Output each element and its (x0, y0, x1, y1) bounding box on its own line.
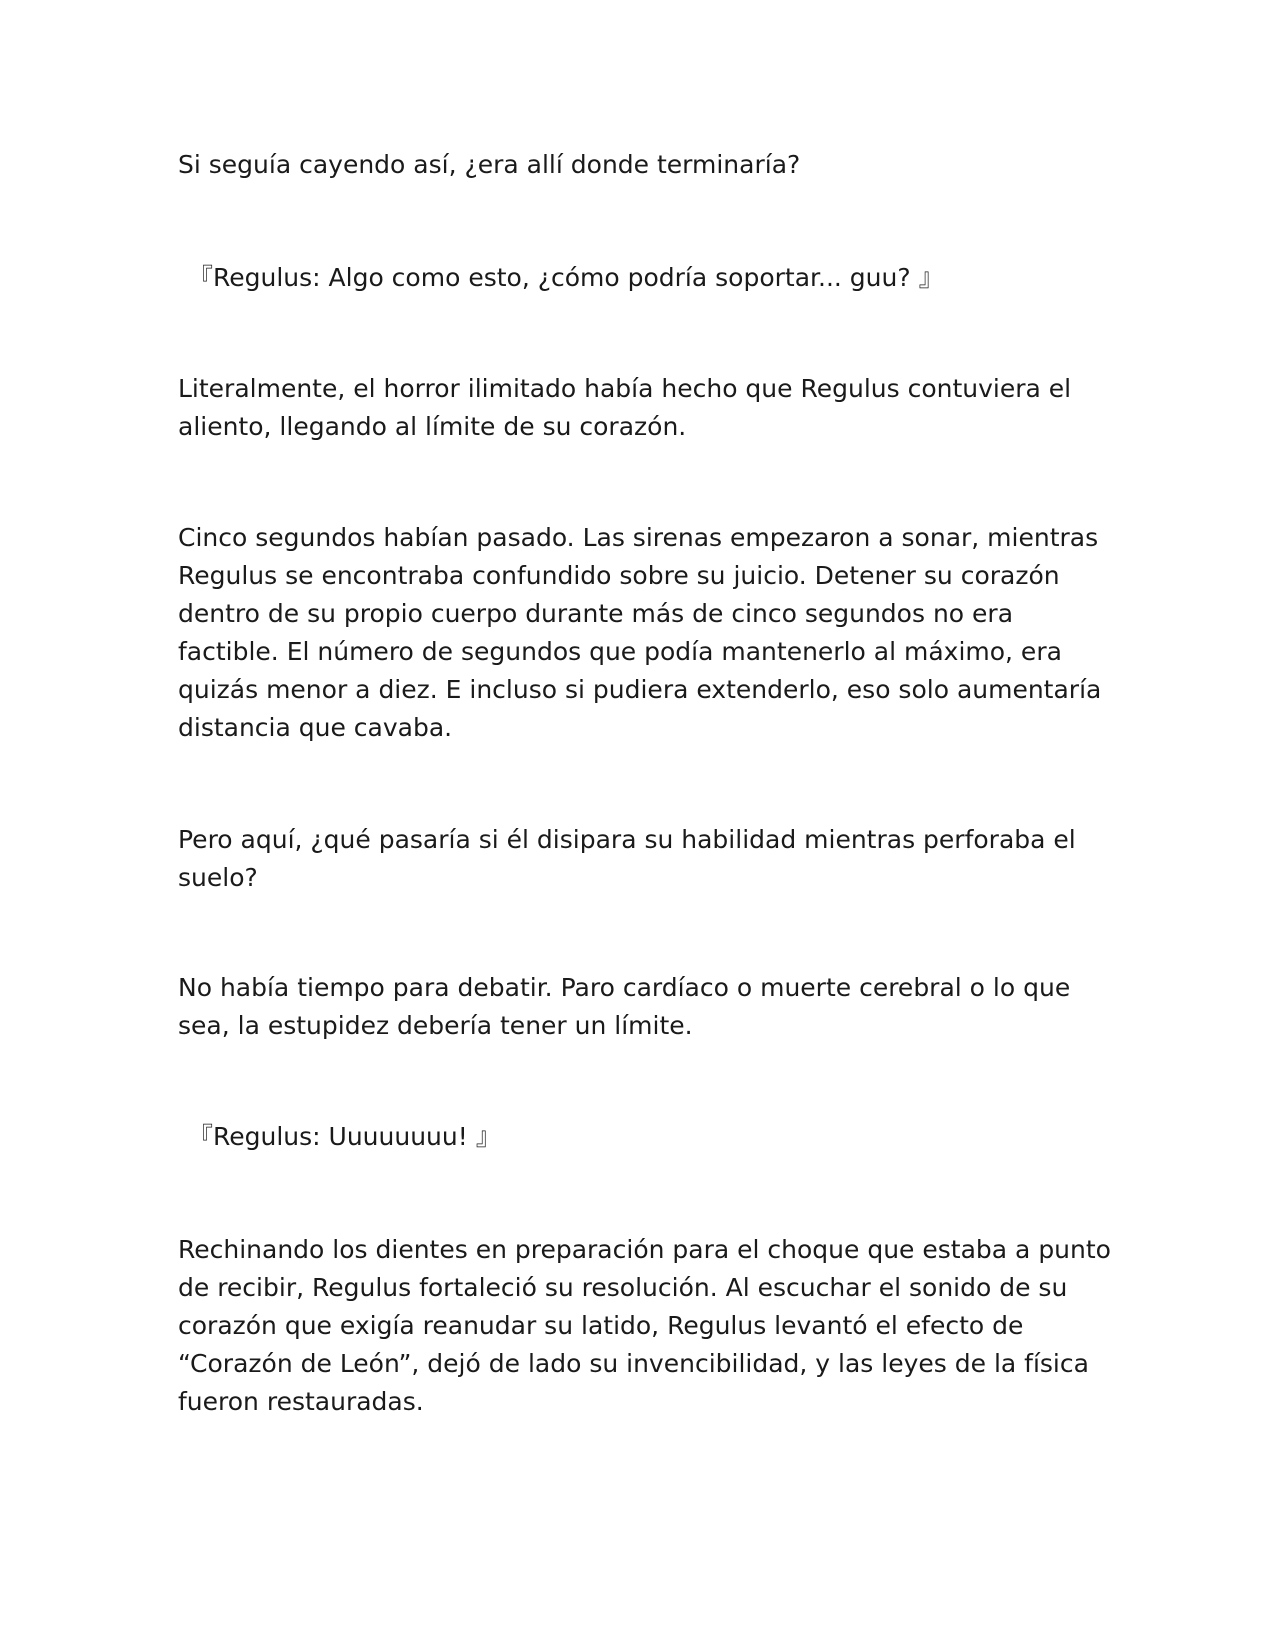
paragraph-narration: Literalmente, el horror ilimitado había hecho que Regulus contuviera el aliento, llegando al límite de su corazón. (178, 374, 1072, 441)
paragraph-dialogue: 『Regulus: Uuuuuuuu! 』 (188, 1122, 501, 1151)
paragraph-dialogue: 『Regulus: Algo como esto, ¿cómo podría soportar... guu? 』 (188, 263, 944, 292)
paragraph-narration: Rechinando los dientes en preparación para el choque que estaba a punto de recibir, Regulus fortaleció su resolución. Al escuchar el sonido de su corazón que exigía reanudar su latido, Regulus levantó el efecto de “Corazón de León”, dejó de lado su invencibilidad, y las leyes de la física fueron restauradas. (178, 1235, 1111, 1416)
paragraph-narration: Pero aquí, ¿qué pasaría si él disipara su habilidad mientras perforaba el suelo? (178, 825, 1076, 892)
paragraph-narration: No había tiempo para debatir. Paro cardíaco o muerte cerebral o lo que sea, la estupidez debería tener un límite. (178, 973, 1071, 1040)
paragraph-narration: Si seguía cayendo así, ¿era allí donde terminaría? (178, 150, 801, 179)
paragraph-narration: Cinco segundos habían pasado. Las sirenas empezaron a sonar, mientras Regulus se encontraba confundido sobre su juicio. Detener su corazón dentro de su propio cuerpo durante más de cinco segundos no era factible. El número de segundos que podía mantenerlo al máximo, era quizás menor a diez. E incluso si pudiera extenderlo, eso solo aumentaría distancia que cavaba. (178, 523, 1102, 742)
